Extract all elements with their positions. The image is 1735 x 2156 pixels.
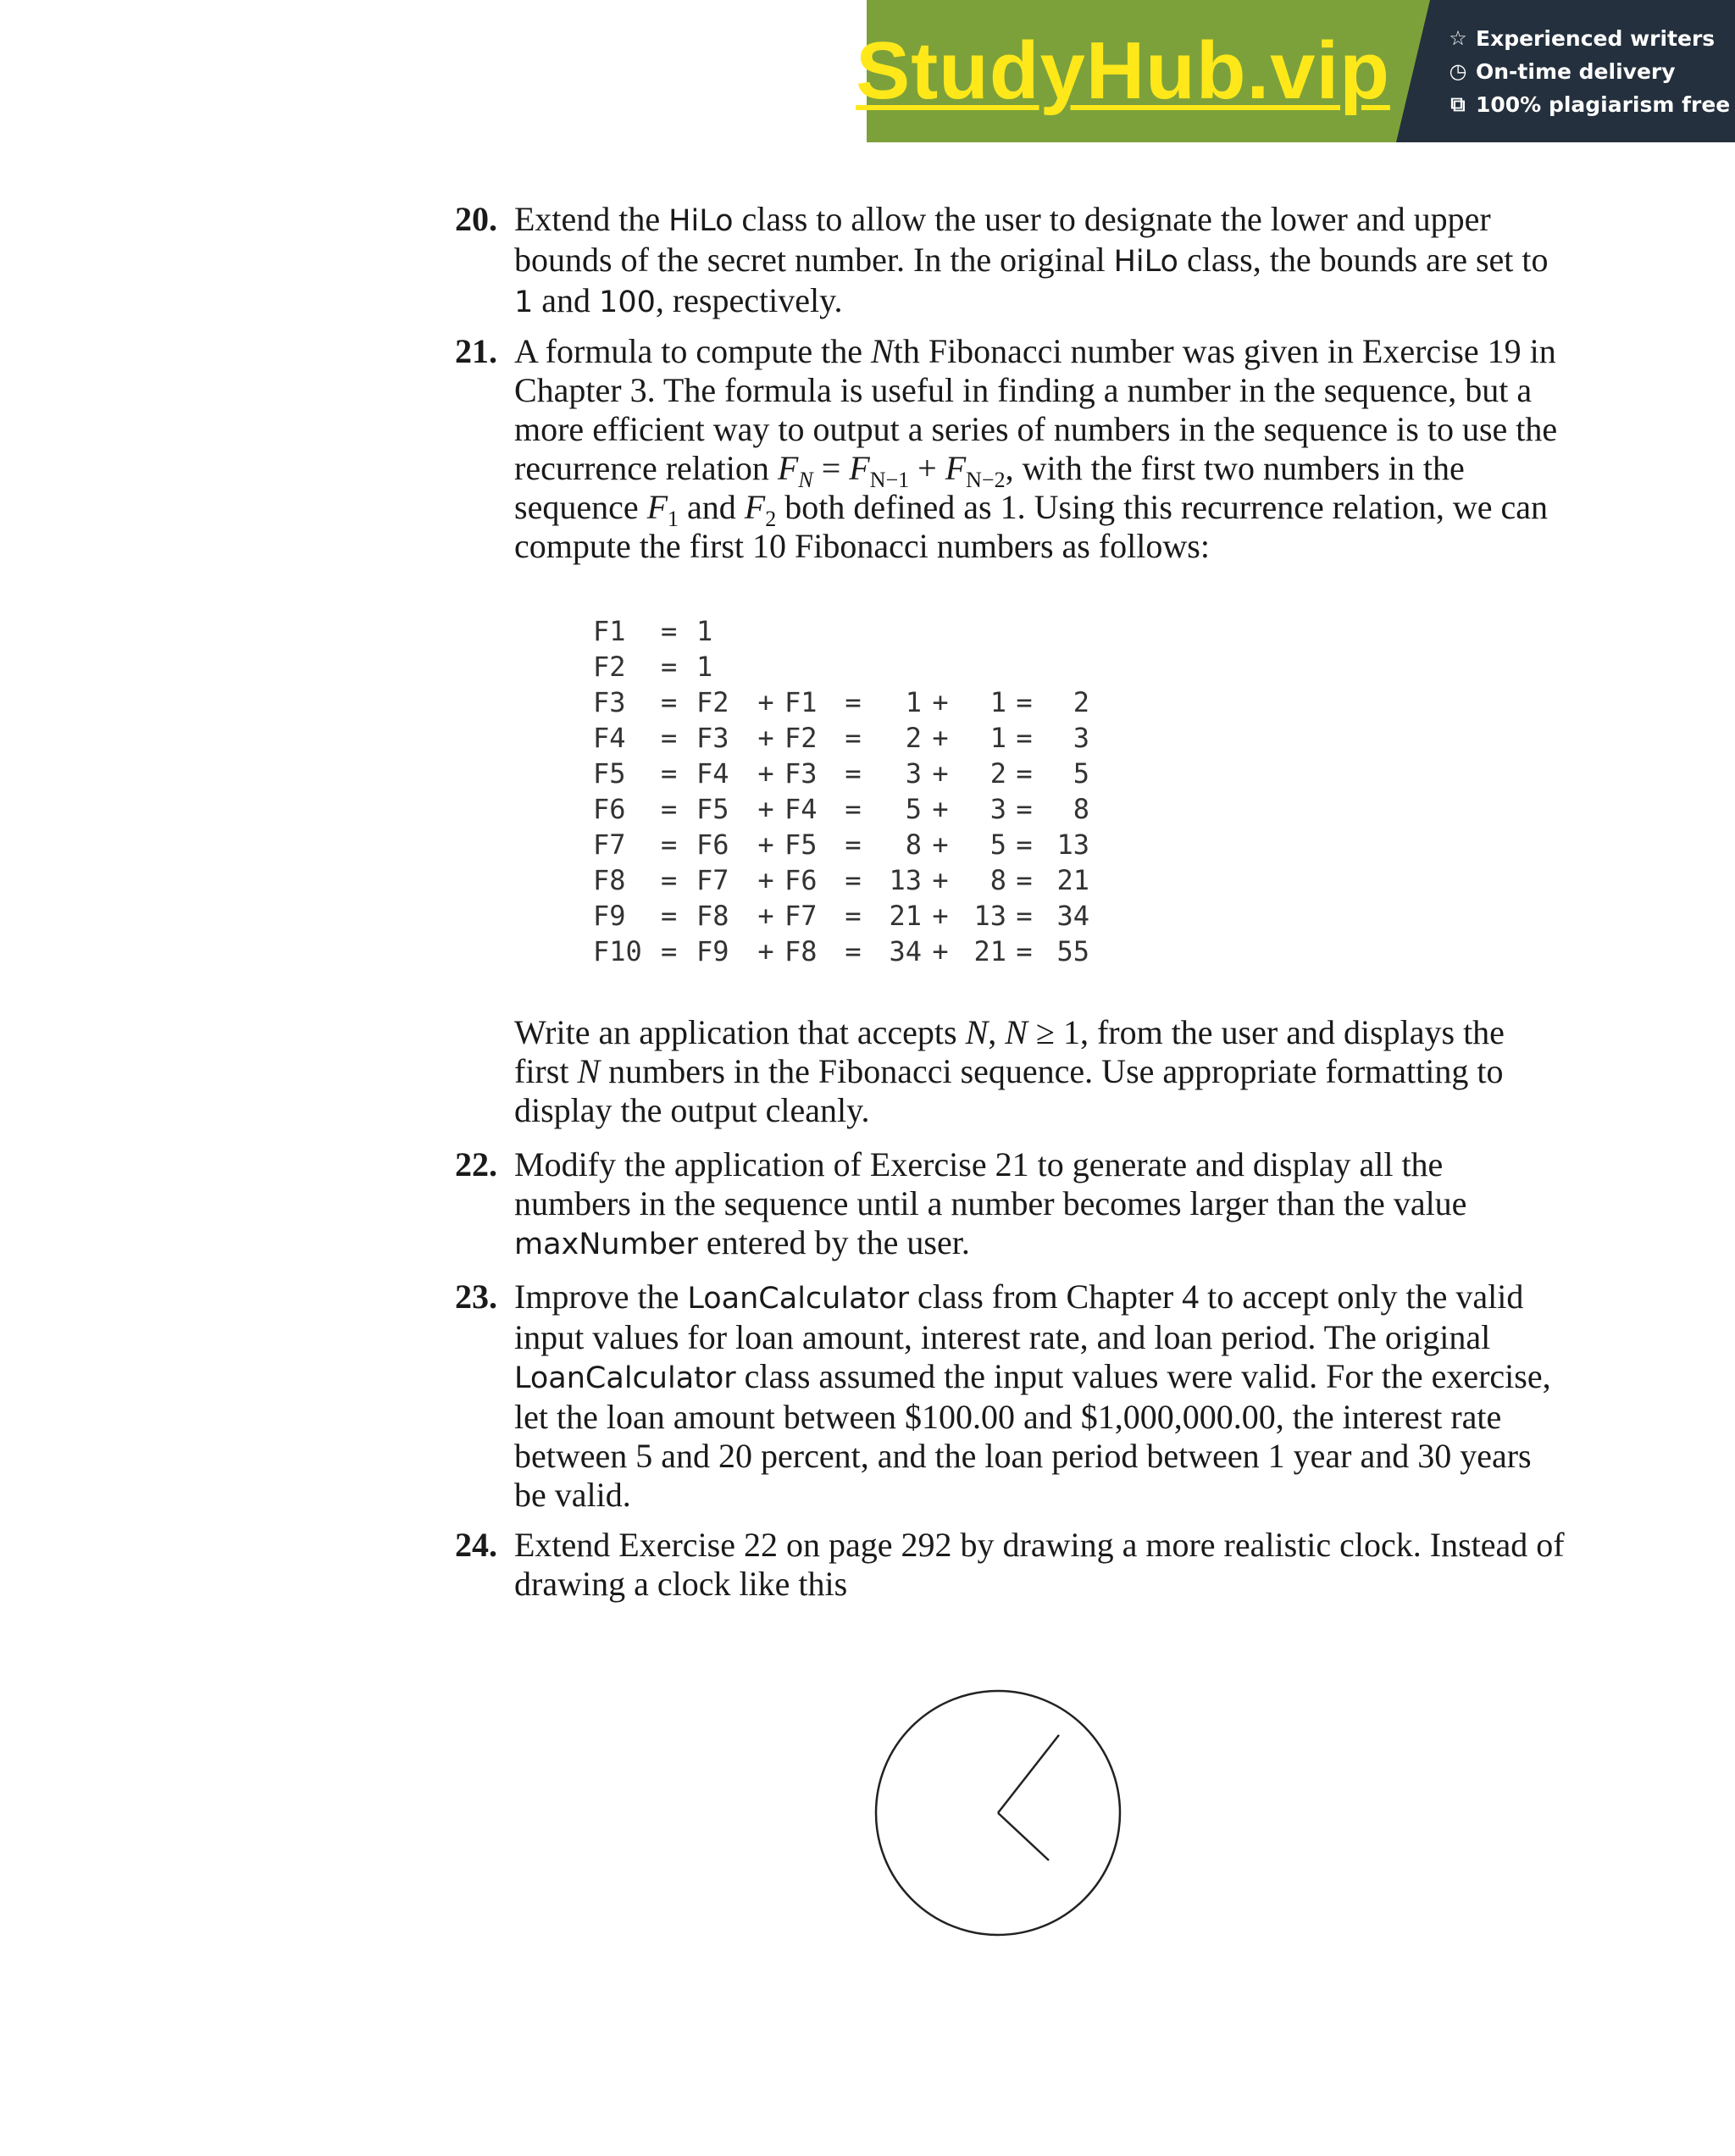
exercise-text <box>514 200 1565 322</box>
math-var: F <box>849 449 870 487</box>
exercise-number: 21. <box>455 332 497 370</box>
feature-plagiarism-free <box>1447 92 1735 117</box>
fib-cell-name: F8 <box>593 864 626 896</box>
code-term: maxNumber <box>514 1228 698 1261</box>
fib-cell-v1: 21 <box>889 900 922 932</box>
text-run: entered by the user. <box>697 1223 970 1261</box>
fib-cell-p1: + <box>757 935 774 967</box>
fib-cell-v1: 5 <box>905 793 922 825</box>
fib-row <box>593 898 1089 934</box>
text-run: , with the first two numbers in the sequence <box>514 449 1465 526</box>
fib-row <box>593 934 1089 969</box>
fib-cell-v2: 8 <box>989 864 1006 896</box>
fib-cell-res: 3 <box>1073 722 1089 754</box>
text-run: class to allow the user to designate the lower and upper bounds of the secret number. In the original <box>514 200 1491 279</box>
exercise-text <box>514 1278 1565 1515</box>
exercise-number: 20. <box>455 200 497 238</box>
text-run: Write an application that accepts <box>514 1013 966 1051</box>
fib-cell-a: F8 <box>696 900 729 932</box>
fib-cell-res: 2 <box>1073 686 1089 718</box>
fib-cell-p1: + <box>757 757 774 790</box>
text-run: and <box>533 281 600 319</box>
fib-cell-a: F7 <box>696 864 729 896</box>
fib-cell-p2: + <box>932 793 949 825</box>
fib-cell-b: F8 <box>784 935 818 967</box>
fib-cell-v2: 13 <box>973 900 1006 932</box>
fib-cell-a: F4 <box>696 757 729 790</box>
text-run: , respectively. <box>655 281 843 319</box>
fib-cell-v2: 2 <box>989 757 1006 790</box>
math-var: F <box>744 488 766 526</box>
studyhub-banner <box>856 0 1735 142</box>
fib-cell-eq2: = <box>845 864 862 896</box>
fib-cell-name: F2 <box>593 651 626 683</box>
math-var: N <box>871 332 894 370</box>
fib-cell-eq3: = <box>1016 722 1033 754</box>
code-term: 1 <box>514 285 534 319</box>
fib-cell-p2: + <box>932 686 949 718</box>
fib-cell-eq1: = <box>661 722 678 754</box>
exercise-number: 22. <box>455 1145 497 1183</box>
clock-hand-upper <box>998 1735 1059 1813</box>
fib-cell-p1: + <box>757 793 774 825</box>
math-var: N <box>577 1052 601 1090</box>
fib-row <box>593 720 1089 756</box>
exercise-21 <box>455 332 1565 566</box>
fib-cell-v2: 1 <box>989 722 1006 754</box>
fib-cell-b: F6 <box>784 864 818 896</box>
fib-cell-eq2: = <box>845 686 862 718</box>
fib-row <box>593 613 1089 649</box>
fib-cell-eq1: = <box>661 793 678 825</box>
fib-cell-eq2: = <box>845 722 862 754</box>
fib-cell-eq3: = <box>1016 757 1033 790</box>
studyhub-logo[interactable]: StudyHub.vip <box>856 25 1390 116</box>
math-var: N <box>1005 1013 1028 1051</box>
fib-cell-a: F5 <box>696 793 729 825</box>
text-run: Improve the <box>514 1278 688 1316</box>
math-subscript: N−1 <box>869 468 910 492</box>
code-term: LoanCalculator <box>687 1282 910 1316</box>
fib-cell-name: F9 <box>593 900 626 932</box>
fib-cell-b: F2 <box>784 722 818 754</box>
fib-cell-b: F5 <box>784 829 818 861</box>
fib-cell-a: 1 <box>696 651 713 683</box>
fib-cell-eq2: = <box>845 829 862 861</box>
math-subscript: N <box>798 468 813 492</box>
feature-label: 100% plagiarism free <box>1476 91 1731 117</box>
exercise-number: 23. <box>455 1278 497 1316</box>
fibonacci-table <box>593 613 1089 969</box>
code-term: LoanCalculator <box>514 1361 736 1395</box>
star-outline-icon: ☆ <box>1449 26 1467 50</box>
fib-cell-v1: 8 <box>905 829 922 861</box>
code-term: 100 <box>599 285 656 319</box>
fib-cell-eq1: = <box>661 900 678 932</box>
fib-cell-name: F10 <box>593 935 642 967</box>
fib-cell-eq2: = <box>845 935 862 967</box>
clock-icon: ◷ <box>1449 59 1467 83</box>
exercise-22 <box>455 1145 1565 1264</box>
fib-cell-eq3: = <box>1016 900 1033 932</box>
fib-cell-eq2: = <box>845 757 862 790</box>
fib-cell-v1: 13 <box>889 864 922 896</box>
exercise-text <box>514 332 1565 566</box>
fib-cell-eq2: = <box>845 900 862 932</box>
fib-cell-p2: + <box>932 864 949 896</box>
text-run: both defined as 1. Using this recurrence relation, we can compute the first 10 Fibonacci numbers as follows: <box>514 488 1549 565</box>
fib-cell-p1: + <box>757 722 774 754</box>
exercise-text <box>514 1013 1565 1130</box>
code-term: HiLo <box>1113 245 1178 279</box>
fib-cell-b: F1 <box>784 686 818 718</box>
text-run: , <box>988 1013 1006 1051</box>
fib-cell-res: 5 <box>1073 757 1089 790</box>
fib-cell-eq1: = <box>661 935 678 967</box>
math-subscript: 2 <box>765 507 777 531</box>
exercise-20 <box>455 200 1565 322</box>
fib-cell-res: 34 <box>1056 900 1089 932</box>
fib-cell-name: F4 <box>593 722 626 754</box>
fib-cell-name: F6 <box>593 793 626 825</box>
exercise-text <box>514 1145 1565 1264</box>
fib-cell-a: 1 <box>696 615 713 647</box>
fib-row <box>593 827 1089 862</box>
feature-label: On-time delivery <box>1476 58 1676 84</box>
fib-row <box>593 862 1089 898</box>
math-op: = <box>812 449 850 487</box>
fib-cell-p1: + <box>757 829 774 861</box>
fib-cell-eq3: = <box>1016 935 1033 967</box>
text-run: Extend the <box>514 200 669 238</box>
fib-cell-eq1: = <box>661 651 678 683</box>
fib-cell-a: F2 <box>696 686 729 718</box>
math-subscript: N−2 <box>966 468 1006 492</box>
fib-cell-p1: + <box>757 686 774 718</box>
fib-cell-a: F9 <box>696 935 729 967</box>
fib-cell-res: 55 <box>1056 935 1089 967</box>
fib-row <box>593 684 1089 720</box>
fib-cell-eq1: = <box>661 615 678 647</box>
copy-icon: ⧉ <box>1450 92 1466 116</box>
text-run: and <box>679 488 745 526</box>
fib-cell-p2: + <box>932 900 949 932</box>
fib-cell-eq2: = <box>845 793 862 825</box>
fib-cell-res: 21 <box>1056 864 1089 896</box>
fib-row <box>593 756 1089 791</box>
math-var: F <box>945 449 967 487</box>
fib-cell-res: 8 <box>1073 793 1089 825</box>
math-subscript: 1 <box>668 507 679 531</box>
fib-cell-v1: 2 <box>905 722 922 754</box>
text-run: Modify the application of Exercise 21 to generate and display all the numbers in the sequence until a number becomes larger than the value <box>514 1145 1467 1222</box>
fib-cell-v1: 34 <box>889 935 922 967</box>
fib-cell-eq3: = <box>1016 829 1033 861</box>
fib-cell-name: F3 <box>593 686 626 718</box>
exercise-text: Extend Exercise 22 on page 292 by drawing a more realistic clock. Instead of drawing a clock like this <box>514 1526 1565 1603</box>
text-run: th Fibonacci number was given in Exercise 19 in Chapter 3. The formula is useful in finding a number in the sequence, but a more efficient way to output a series of numbers in the sequence is to use the recurrence relation <box>514 332 1558 487</box>
banner-logo-area <box>856 0 1396 142</box>
fib-cell-eq3: = <box>1016 793 1033 825</box>
fib-cell-eq1: = <box>661 686 678 718</box>
fib-cell-v2: 1 <box>989 686 1006 718</box>
fib-cell-b: F4 <box>784 793 818 825</box>
fib-cell-a: F6 <box>696 829 729 861</box>
fib-cell-v1: 1 <box>905 686 922 718</box>
feature-experienced-writers <box>1447 26 1735 51</box>
fib-cell-p2: + <box>932 757 949 790</box>
exercise-number: 24. <box>455 1526 497 1564</box>
fib-cell-a: F3 <box>696 722 729 754</box>
fib-cell-p2: + <box>932 722 949 754</box>
fib-cell-p1: + <box>757 900 774 932</box>
fib-cell-v2: 21 <box>973 935 1006 967</box>
text-run: class, the bounds are set to <box>1178 241 1549 279</box>
fib-cell-eq1: = <box>661 829 678 861</box>
exercise-23 <box>455 1278 1565 1515</box>
math-var: N <box>965 1013 989 1051</box>
feature-on-time-delivery <box>1447 59 1735 84</box>
fib-cell-p1: + <box>757 864 774 896</box>
fib-cell-v2: 3 <box>989 793 1006 825</box>
banner-features <box>1396 0 1735 142</box>
exercise-21-continued <box>455 1013 1565 1130</box>
math-var: F <box>777 449 799 487</box>
text-run: class assumed the input values were valid. For the exercise, let the loan amount between $100.00 and $1,000,000.00, the interest rate between 5 and 20 percent, and the loan period between 1 year and 30 years be valid. <box>514 1357 1551 1514</box>
fib-cell-v1: 3 <box>905 757 922 790</box>
text-run: ≥ 1, from the user and displays the first <box>514 1013 1505 1090</box>
fib-cell-name: F5 <box>593 757 626 790</box>
code-term: HiLo <box>668 204 734 238</box>
text-run: numbers in the Fibonacci sequence. Use appropriate formatting to display the output cleanly. <box>514 1052 1504 1129</box>
fib-cell-b: F3 <box>784 757 818 790</box>
fib-cell-res: 13 <box>1056 829 1089 861</box>
clock-hand-lower <box>998 1813 1049 1860</box>
fib-cell-name: F1 <box>593 615 626 647</box>
fib-row <box>593 649 1089 684</box>
fib-cell-p2: + <box>932 829 949 861</box>
feature-label: Experienced writers <box>1476 25 1716 51</box>
fib-cell-eq3: = <box>1016 864 1033 896</box>
fib-cell-eq1: = <box>661 864 678 896</box>
fib-cell-b: F7 <box>784 900 818 932</box>
exercise-24 <box>455 1526 1565 1604</box>
fib-cell-eq3: = <box>1016 686 1033 718</box>
text-run: A formula to compute the <box>514 332 872 370</box>
math-op: + <box>909 449 945 487</box>
fib-cell-eq1: = <box>661 757 678 790</box>
fib-cell-p2: + <box>932 935 949 967</box>
fib-cell-v2: 5 <box>989 829 1006 861</box>
text-run: class from Chapter 4 to accept only the valid input values for loan amount, interest rate, and loan period. The original <box>514 1278 1524 1356</box>
clock-illustration <box>871 1686 1125 1940</box>
fib-row <box>593 791 1089 827</box>
math-var: F <box>646 488 668 526</box>
fib-cell-name: F7 <box>593 829 626 861</box>
